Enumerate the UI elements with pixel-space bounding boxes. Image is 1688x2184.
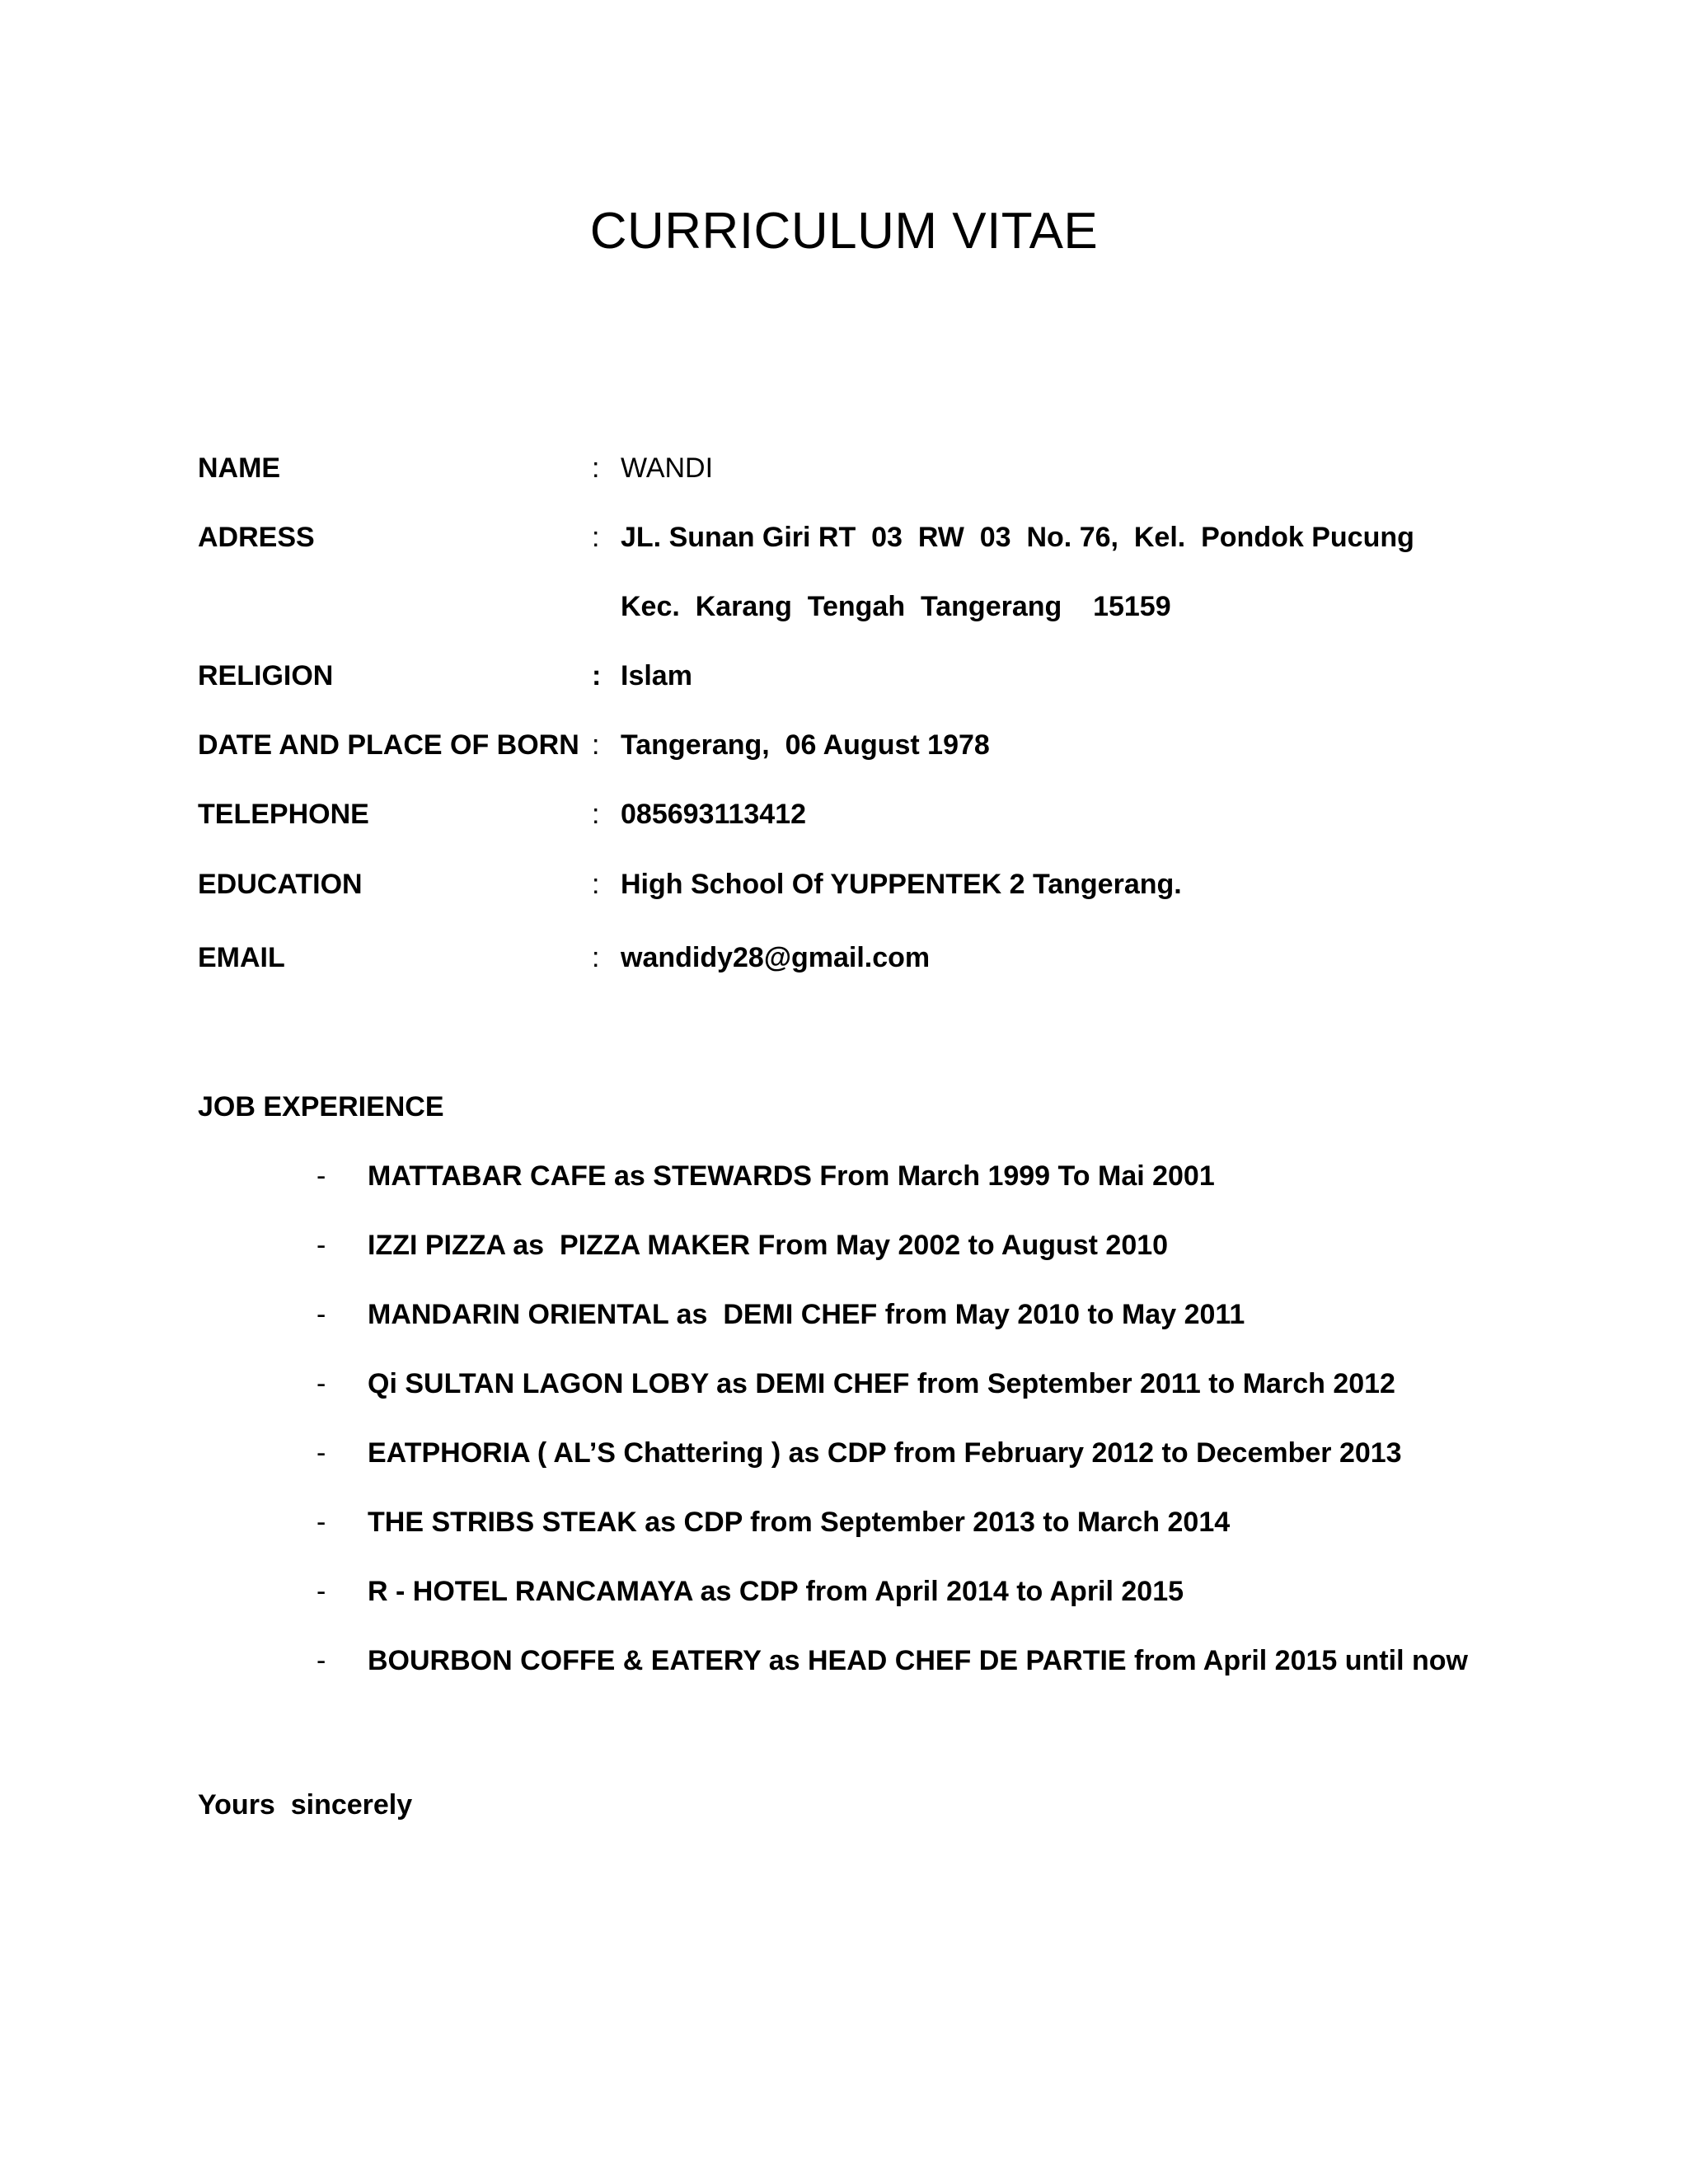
field-value: Tangerang, 06 August 1978: [621, 729, 990, 761]
field-colon: :: [592, 869, 600, 900]
job-experience-heading: JOB EXPERIENCE: [198, 1091, 444, 1122]
list-item: [0, 1571, 1688, 1612]
list-item: [0, 1640, 1688, 1681]
field-label: EMAIL: [198, 942, 285, 973]
bullet-dash: -: [316, 1160, 326, 1192]
job-entry: MATTABAR CAFE as STEWARDS From March 1999 To Mai 2001: [368, 1160, 1215, 1192]
field-value: JL. Sunan Giri RT 03 RW 03 No. 76, Kel. Pondok Pucung: [621, 522, 1414, 553]
field-label: TELEPHONE: [198, 799, 369, 830]
job-entry: R - HOTEL RANCAMAYA as CDP from April 2014 to April 2015: [368, 1576, 1184, 1607]
field-colon: :: [592, 799, 600, 830]
field-label: ADRESS: [198, 522, 315, 553]
closing-salutation: Yours sincerely: [198, 1789, 413, 1821]
job-entry: BOURBON COFFE & EATERY as HEAD CHEF DE PARTIE from April 2015 until now: [368, 1645, 1468, 1676]
field-value: Islam: [621, 660, 692, 691]
job-entry: EATPHORIA ( AL’S Chattering ) as CDP from February 2012 to December 2013: [368, 1437, 1402, 1469]
field-label: RELIGION: [198, 660, 334, 691]
field-value: wandidy28@gmail.com: [621, 942, 931, 973]
job-entry: Qi SULTAN LAGON LOBY as DEMI CHEF from September 2011 to March 2012: [368, 1368, 1395, 1399]
field-colon: :: [592, 452, 600, 484]
bullet-dash: -: [316, 1645, 326, 1676]
list-item: [0, 1155, 1688, 1197]
bullet-dash: -: [316, 1576, 326, 1607]
list-item: [0, 1432, 1688, 1474]
field-value: WANDI: [621, 452, 714, 484]
list-item: [0, 1225, 1688, 1266]
field-label: EDUCATION: [198, 869, 363, 900]
field-colon: :: [592, 729, 600, 761]
bullet-dash: -: [316, 1368, 326, 1399]
field-colon: :: [592, 660, 602, 691]
list-item: [0, 1294, 1688, 1335]
bullet-dash: -: [316, 1299, 326, 1330]
field-label: DATE AND PLACE OF BORN: [198, 729, 579, 761]
field-label: NAME: [198, 452, 281, 484]
list-item: [0, 1363, 1688, 1404]
field-colon: :: [592, 942, 600, 973]
job-entry: IZZI PIZZA as PIZZA MAKER From May 2002 to August 2010: [368, 1230, 1169, 1261]
bullet-dash: -: [316, 1437, 326, 1469]
field-colon: :: [592, 522, 600, 553]
bullet-dash: -: [316, 1230, 326, 1261]
list-item: [0, 1502, 1688, 1543]
job-entry: MANDARIN ORIENTAL as DEMI CHEF from May 2010 to May 2011: [368, 1299, 1245, 1330]
field-value: 085693113412: [621, 799, 807, 830]
address-continuation: Kec. Karang Tengah Tangerang 15159: [621, 591, 1171, 622]
job-entry: THE STRIBS STEAK as CDP from September 2013 to March 2014: [368, 1507, 1231, 1538]
bullet-dash: -: [316, 1507, 326, 1538]
document-title: CURRICULUM VITAE: [589, 203, 1099, 260]
field-value: High School Of YUPPENTEK 2 Tangerang.: [621, 869, 1182, 900]
